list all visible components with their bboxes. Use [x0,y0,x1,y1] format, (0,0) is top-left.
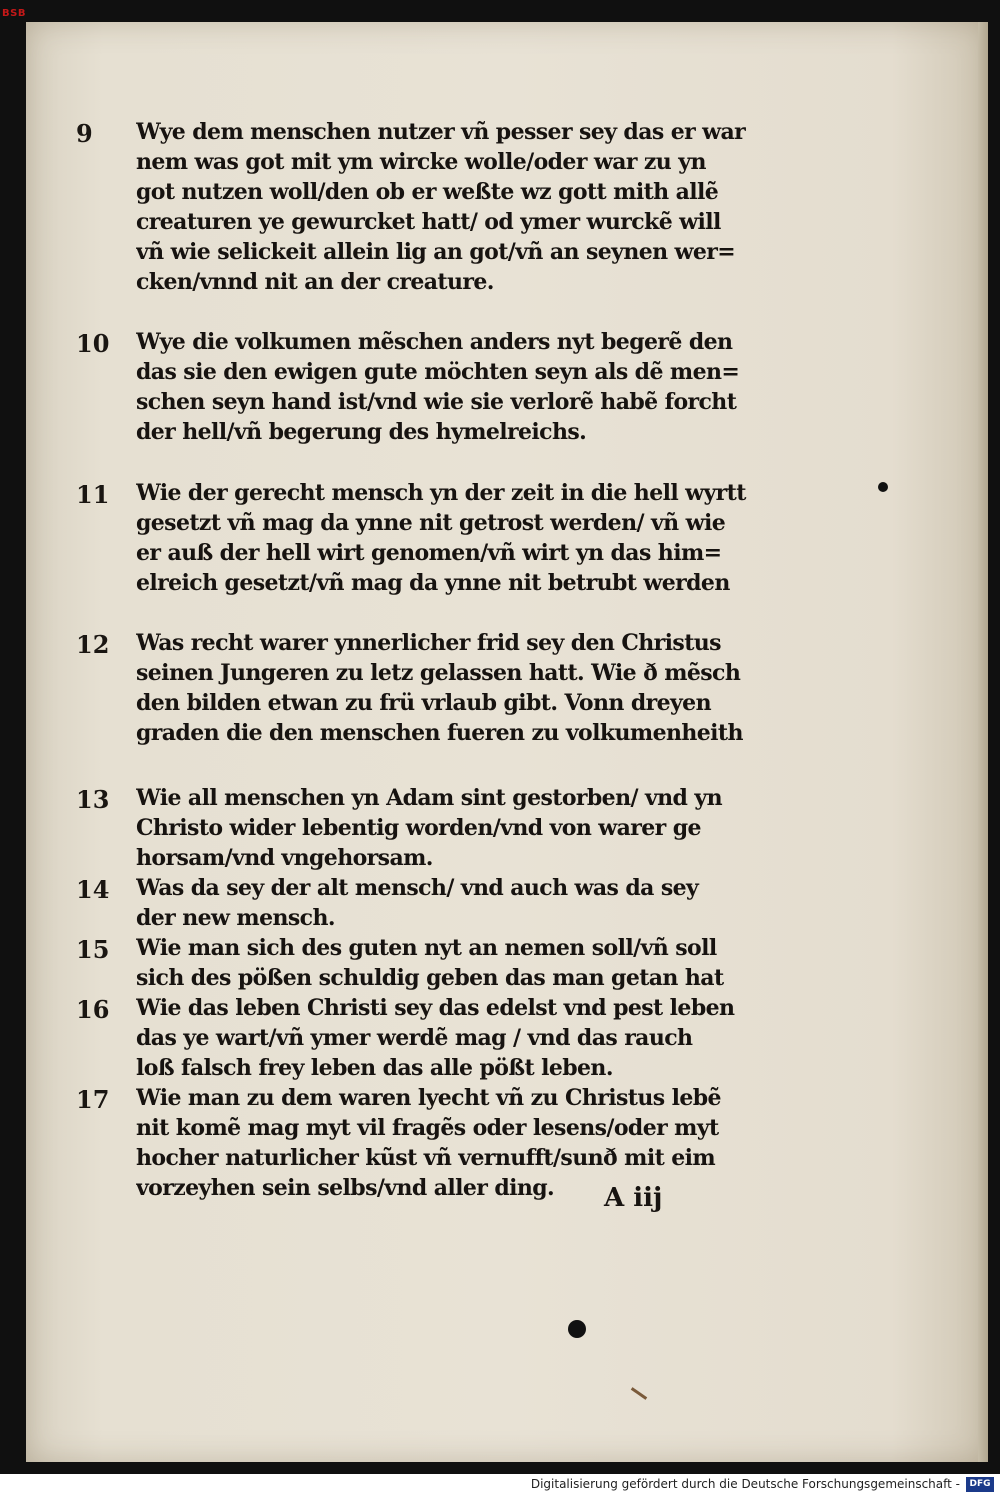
entry-line: horsam/vnd vngehorsam. [136,845,433,871]
entry-number: 10 [76,329,110,358]
entry-number: 15 [76,935,110,964]
entry-line: Wye dem menschen nutzer vñ pesser sey das er war [136,119,746,145]
entry-line: nit komẽ mag myt vil fragẽs oder lesens/oder myt [136,1115,719,1141]
entry-line: Christo wider lebentig worden/vnd von warer ge [136,815,701,841]
entry-line: Wie all menschen yn Adam sint gestorben/ vnd yn [136,785,722,811]
entry-number: 12 [76,630,110,659]
entry-line: cken/vnnd nit an der creature. [136,269,494,295]
entry-line: das ye wart/vñ ymer werdẽ mag / vnd das rauch [136,1025,693,1051]
entry-line: creaturen ye gewurcket hatt/ od ymer wurckẽ will [136,209,721,235]
entry-line: das sie den ewigen gute möchten seyn als dẽ men= [136,359,740,385]
entry-line: vñ wie selickeit allein lig an got/vñ an seynen wer= [136,239,736,265]
signature-mark: A iij [604,1183,663,1213]
entry-line: schen seyn hand ist/vnd wie sie verlorẽ habẽ forcht [136,389,737,415]
entry-line: der new mensch. [136,905,335,931]
entry-line: graden die den menschen fueren zu volkumenheith [136,720,743,746]
entry-line: Wie man zu dem waren lyecht vñ zu Christus lebẽ [136,1085,721,1111]
entry-number: 16 [76,995,110,1024]
entry-number: 9 [76,119,93,148]
entry-line: seinen Jungeren zu letz gelassen hatt. Wie ð mẽsch [136,660,741,686]
library-mark: BSB [2,8,26,19]
entry-line: Was recht warer ynnerlicher frid sey den Christus [136,630,721,656]
entry-line: Wye die volkumen mẽschen anders nyt begerẽ den [136,329,733,355]
entry-line: er auß der hell wirt genomen/vñ wirt yn das him= [136,540,722,566]
entry-line: Wie das leben Christi sey das edelst vnd pest leben [136,995,735,1021]
page-edge [978,22,988,1462]
footer-text: Digitalisierung gefördert durch die Deutsche Forschungsgemeinschaft - [530,1477,960,1491]
entry-line: der hell/vñ begerung des hymelreichs. [136,419,587,445]
entry-line: hocher naturlicher kũst vñ vernufft/sunð mit eim [136,1145,716,1171]
entry-line: Wie man sich des guten nyt an nemen soll/vñ soll [136,935,717,961]
entry-line: gesetzt vñ mag da ynne nit getrost werden/ vñ wie [136,510,726,536]
entry-line: got nutzen woll/den ob er weßte wz gott mith allẽ [136,179,719,205]
entry-number: 17 [76,1085,110,1114]
entry-line: vorzeyhen sein selbs/vnd aller ding. [136,1175,555,1201]
dfg-logo: DFG [966,1477,994,1492]
ink-spot [878,482,888,492]
footer-bar [0,1474,1000,1495]
entry-number: 13 [76,785,110,814]
entry-number: 11 [76,480,110,509]
entry-line: Wie der gerecht mensch yn der zeit in die hell wyrtt [136,480,746,506]
entry-line: sich des pößen schuldig geben das man getan hat [136,965,724,991]
entry-line: elreich gesetzt/vñ mag da ynne nit betrubt werden [136,570,730,596]
entry-line: den bilden etwan zu frü vrlaub gibt. Vonn dreyen [136,690,711,716]
entry-number: 14 [76,875,110,904]
entry-line: Was da sey der alt mensch/ vnd auch was da sey [136,875,699,901]
entry-line: loß falsch frey leben das alle pößt leben. [136,1055,613,1081]
ink-spot [568,1320,586,1338]
entry-line: nem was got mit ym wircke wolle/oder war zu yn [136,149,706,175]
